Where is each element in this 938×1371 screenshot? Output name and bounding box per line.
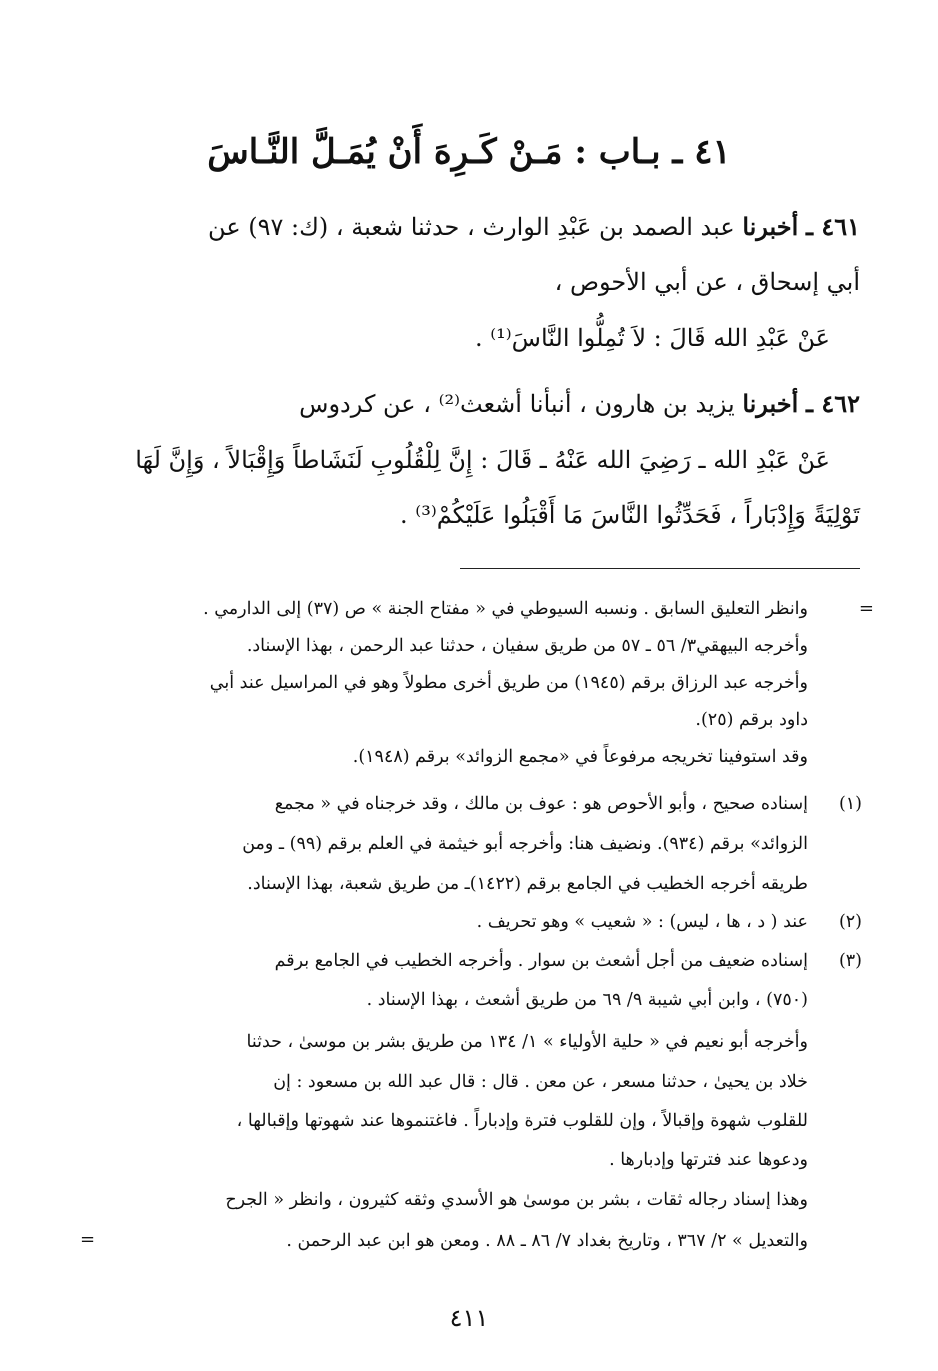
footnote-2-line-1: عند ( د ، ها ، ليس) : « شعيب » وهو تحريف . — [476, 912, 808, 932]
footnote-3-line-2: (٧٥٠) ، وابن أبي شيبة ٩/ ٦٩ من طريق أشعث ، بهذا الإسناد . — [366, 990, 808, 1010]
hadith-461-line-1 — [78, 207, 860, 247]
footnote-separator — [460, 568, 860, 569]
footnote-1-label: (١) — [838, 794, 862, 814]
footnote-3-line-4: خلاد بن يحيىٰ ، حدثنا مسعر ، عن معن . قال : قال عبد الله بن مسعود : إن — [273, 1072, 808, 1092]
continuation-mark-bottom: = — [80, 1229, 96, 1250]
page-number: ٤١١ — [449, 1304, 489, 1332]
hadith-461-chain: عبد الصمد بن عَبْدِ الوارث ، حدثنا شعبة ، (ك: ٩٧) عن — [208, 213, 735, 241]
footnote-prev-line-2: وأخرجه البيهقي٣/ ٥٦ ـ ٥٧ من طريق سفيان ، حدثنا عبد الرحمن ، بهذا الإسناد. — [246, 636, 808, 656]
hadith-462-lead: أخبرنا — [742, 389, 799, 418]
footnote-prev-line-1: وانظر التعليق السابق . ونسبه السيوطي في « مفتاح الجنة » ص (٣٧) إلى الدارمي . — [203, 599, 808, 619]
footnote-1-line-3: طريقه أخرجه الخطيب في الجامع برقم (١٤٢٢)ـ من طريق شعبة، بهذا الإسناد. — [247, 874, 808, 894]
footnote-3-line-6: ودعوها عند فترتها وإدبارها . — [609, 1150, 808, 1170]
footnote-3-line-5: للقلوب شهوة وإقبالاً ، وإن للقلوب فترة وإدباراً . فاغتنموها عند شهوتها وإقبالها ، — [236, 1111, 808, 1131]
hadith-461-text: عَنْ عَبْدِ الله قَالَ : لاَ تُمِلُّوا النَّاسَ⁽¹⁾ . — [474, 324, 830, 352]
footnote-1-line-2: الزوائد» برقم (٩٣٤). ونضيف هنا: وأخرجه أبو خيثمة في العلم برقم (٩٩) ـ ومن — [242, 834, 808, 854]
footnote-2-label: (٢) — [838, 912, 862, 932]
hadith-462-text-2: تَوْلِيَةً وَإِدْبَاراً ، فَحَدِّثُوا النَّاسَ مَا أَقْبَلُوا عَلَيْكُمْ⁽³⁾ . — [400, 501, 860, 529]
footnote-3-line-7: وهذا إسناد رجاله ثقات ، بشر بن موسىٰ هو الأسدي وثقه كثيرون ، وانظر « الجرح — [225, 1190, 808, 1210]
footnote-3-line-3: وأخرجه أبو نعيم في « حلية الأولياء » ١/ ١٣٤ من طريق بشر بن موسىٰ ، حدثنا — [246, 1032, 808, 1052]
continuation-mark-top: = — [858, 598, 874, 619]
footnote-3-line-8: والتعديل » ٢/ ٣٦٧ ، وتاريخ بغداد ٧/ ٨٦ ـ ٨٨ . ومعن هو ابن عبد الرحمن . — [286, 1231, 808, 1251]
hadith-461-lead: أخبرنا — [742, 212, 799, 241]
hadith-462-chain: يزيد بن هارون ، أنبأنا أشعث⁽²⁾ ، عن كردوس — [299, 390, 735, 418]
hadith-461-number: ٤٦١ ـ — [805, 212, 860, 241]
footnote-3-label: (٣) — [838, 951, 862, 971]
hadith-462-number: ٤٦٢ ـ — [805, 389, 860, 418]
hadith-461-line-2: أبي إسحاق ، عن أبي الأحوص ، — [554, 268, 860, 296]
footnote-3-line-1: إسناده ضعيف من أجل أشعث بن سوار . وأخرجه الخطيب في الجامع برقم — [274, 951, 808, 971]
footnote-1-line-1: إسناده صحيح ، وأبو الأحوص هو : عوف بن مالك ، وقد خرجناه في « مجمع — [274, 794, 808, 814]
footnote-prev-line-5: وقد استوفينا تخريجه مرفوعاً في «مجمع الزوائد» برقم (١٩٤٨). — [352, 747, 808, 767]
footnote-prev-line-3: وأخرجه عبد الرزاق برقم (١٩٤٥) من طريق أخرى مطولاً وهو في المراسيل عند أبي — [209, 673, 808, 693]
footnote-prev-line-4: داود برقم (٢٥). — [695, 710, 808, 730]
hadith-462-line-1 — [78, 384, 860, 424]
chapter-title: ٤١ ـ بـاب : مَـنْ كَـرِهَ أَنْ يُمَـلَّ النَّـاسَ — [207, 132, 731, 172]
hadith-462-text-1: عَنْ عَبْدِ الله ـ رَضِيَ الله عَنْهُ ـ قَالَ : إِنَّ لِلْقُلُوبِ لَنَشَاطاً وَإِقْبَالاً ، وَإِنَّ لَهَا — [135, 446, 830, 474]
